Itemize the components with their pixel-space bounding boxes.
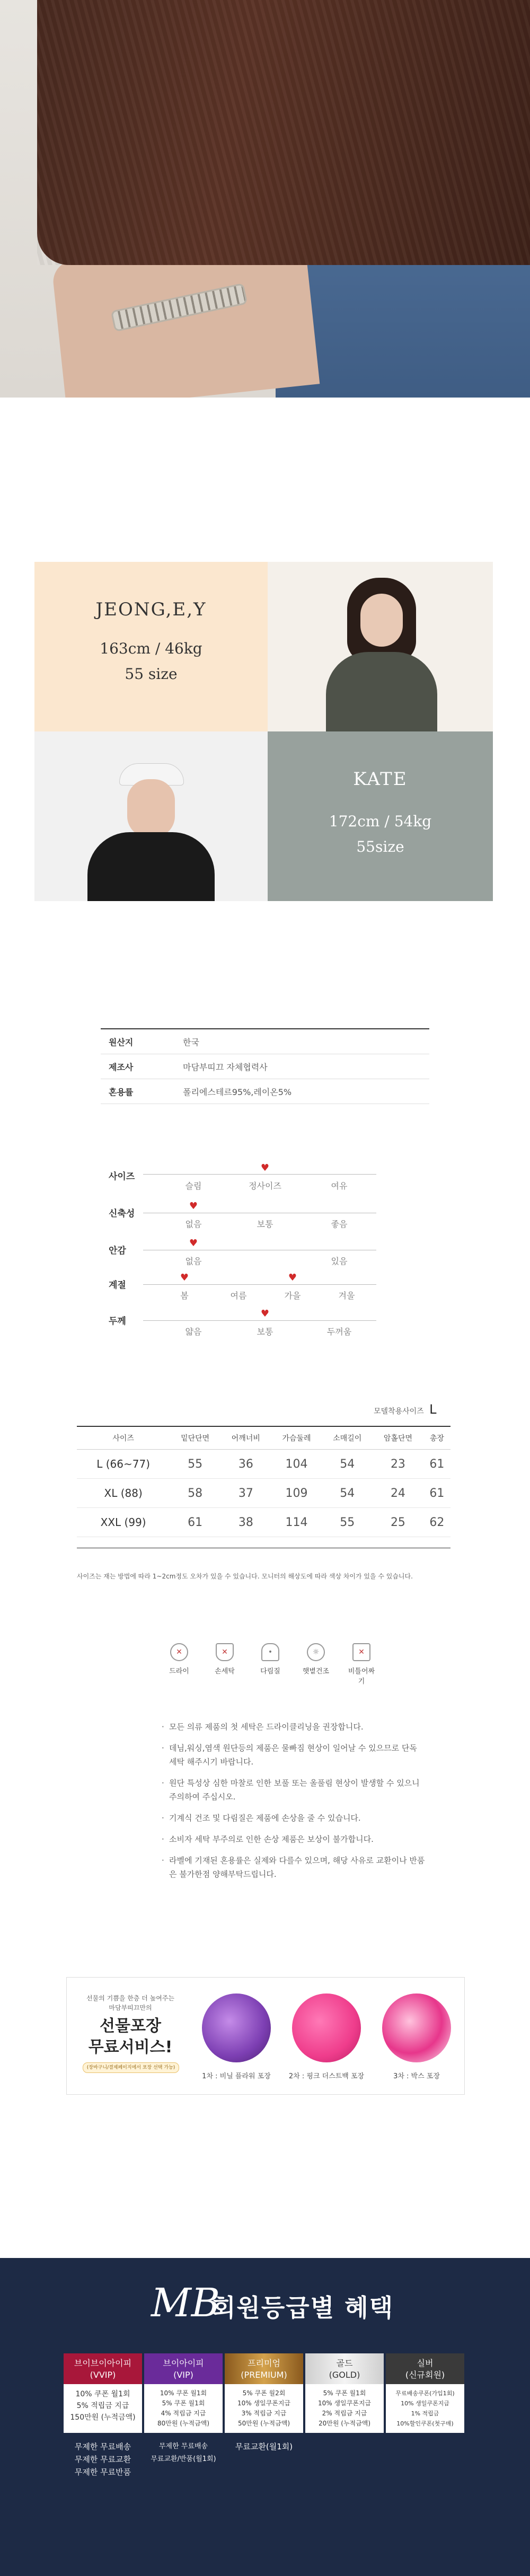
- attr-option: 얇음: [185, 1327, 202, 1337]
- attr-line: [143, 1320, 376, 1321]
- extra-benefit: 무료교환(월1회): [235, 2442, 293, 2451]
- attr-option: 있음: [331, 1256, 348, 1266]
- benefit: 50만원 (누적금액): [238, 2420, 290, 2427]
- attr-line: [143, 1174, 376, 1175]
- col-header: 가슴둘레: [271, 1426, 322, 1450]
- table-row: [77, 1479, 450, 1508]
- size-table-header: [77, 1426, 450, 1450]
- model-size: 55 size: [125, 665, 178, 683]
- value-cell: 58: [170, 1479, 220, 1508]
- size-table: [77, 1426, 450, 1537]
- care-note: · 소비자 세탁 부주의로 인한 손상 제품은 보상이 불가합니다.: [162, 1832, 427, 1846]
- mb-logo: [151, 2274, 220, 2332]
- mb-logo-text: MB: [151, 2280, 220, 2326]
- tier-header: [144, 2353, 223, 2384]
- tier-sub: (신규회원): [405, 2370, 445, 2380]
- product-info-table: [101, 1028, 429, 1104]
- tier-sub: (VIP): [173, 2370, 193, 2380]
- no-bleach-icon: ✕: [352, 1643, 370, 1661]
- heart-marker-icon: ♥: [260, 1162, 270, 1174]
- attr-option: 좋음: [331, 1219, 348, 1229]
- extra-benefit: 무제한 무료반품: [74, 2467, 131, 2477]
- model-size-note: [374, 1402, 437, 1417]
- model-height-weight: 172cm / 54kg: [329, 813, 432, 830]
- benefit: 10% 쿠폰 월1회: [160, 2389, 207, 2397]
- heart-marker-icon: ♥: [260, 1308, 270, 1319]
- size-cell: XL (88): [77, 1479, 170, 1508]
- product-attributes: [101, 1163, 429, 1354]
- attr-label-size: 사이즈: [109, 1171, 135, 1182]
- care-note: · 라벨에 기재된 혼용률은 실제와 다를수 있으며, 해당 사유로 교환이나 반품은 불가한점 양해부탁드립니다.: [162, 1854, 427, 1881]
- value-cell: 55: [170, 1450, 220, 1479]
- value-cell: 61: [423, 1479, 450, 1508]
- value-cell: 109: [271, 1479, 322, 1508]
- attr-option: 겨울: [338, 1291, 355, 1301]
- membership-title: 회원등급별 혜택: [212, 2293, 394, 2322]
- attr-option: 슬림: [185, 1181, 202, 1191]
- pink-dustbag-image: [292, 1993, 361, 2062]
- value-cell: 38: [220, 1508, 271, 1537]
- benefit: 4% 적립금 지급: [161, 2410, 206, 2417]
- care-note: · 원단 특성상 심한 마찰로 인한 보풀 또는 올풀림 현상이 발생할 수 있으니 주의하여 주십시오.: [162, 1776, 427, 1804]
- care-item: [164, 1643, 194, 1686]
- care-label: 비틀어짜기: [348, 1668, 375, 1686]
- info-value: 한국: [183, 1037, 199, 1047]
- gift-badge: (장바구니/결제페이지에서 포장 선택 가능): [83, 2062, 179, 2073]
- benefit: 10% 생일쿠폰지급: [401, 2400, 449, 2407]
- gift-option-label: 2차 : 핑크 더스트백 포장: [288, 2072, 365, 2080]
- heart-marker-icon: ♥: [189, 1238, 198, 1249]
- dry-clean-icon: ✕: [170, 1643, 188, 1661]
- table-row: [77, 1508, 450, 1537]
- shade-dry-icon: ☼: [307, 1643, 325, 1661]
- benefit: 10% 쿠폰 월1회: [75, 2390, 130, 2398]
- heart-marker-icon: ♥: [189, 1201, 198, 1212]
- model-card-2: [268, 731, 493, 901]
- hand-wash-icon: ✕: [216, 1643, 234, 1661]
- model-photo-2: [34, 731, 268, 901]
- tier-name: 프리미엄: [248, 2358, 280, 2368]
- gift-option-label: 3차 : 박스 포장: [393, 2072, 440, 2080]
- benefit: 5% 쿠폰 월1회: [323, 2389, 366, 2397]
- care-note: · 데님,워싱,염색 원단등의 제품은 물빠짐 현상이 일어날 수 있으므로 단독 세탁 해주시기 바랍니다.: [162, 1741, 427, 1769]
- care-note: · 기계식 건조 및 다림질은 제품에 손상을 줄 수 있습니다.: [162, 1811, 427, 1825]
- attr-option: 없음: [185, 1256, 202, 1266]
- attr-option: 봄: [180, 1291, 189, 1301]
- tier-name: 브이아이피: [163, 2358, 204, 2368]
- tier-gold: [305, 2353, 384, 2433]
- size-cell: XXL (99): [77, 1508, 170, 1537]
- value-cell: 54: [322, 1450, 373, 1479]
- attr-option: 여름: [230, 1291, 247, 1301]
- value-cell: 61: [423, 1450, 450, 1479]
- tier-benefits: [64, 2384, 142, 2433]
- benefit: 80만원 (누적금액): [157, 2420, 209, 2427]
- attr-option: 정사이즈: [249, 1181, 281, 1191]
- gift-title-line: 무료서비스!: [88, 2038, 173, 2057]
- care-label: 다림질: [260, 1668, 280, 1675]
- tier-silver: [386, 2353, 464, 2433]
- gift-wrap-banner: [66, 1977, 465, 2095]
- value-cell: 36: [220, 1450, 271, 1479]
- benefit: 3% 적립금 지급: [241, 2410, 287, 2417]
- care-item: [255, 1643, 285, 1686]
- attr-line: [143, 1284, 376, 1285]
- benefit: 20만원 (누적금액): [319, 2420, 370, 2427]
- benefit: 10%할인쿠폰(첫구매): [396, 2420, 454, 2427]
- gift-title-line: 선물포장: [100, 2017, 161, 2035]
- value-cell: 24: [373, 1479, 423, 1508]
- tier-sub: (VVIP): [90, 2370, 116, 2380]
- value-cell: 54: [322, 1479, 373, 1508]
- tier-extra: [144, 2440, 223, 2466]
- model-size: 55size: [356, 838, 404, 855]
- tier-vvip: [64, 2353, 142, 2478]
- gift-intro-line: 선물의 기쁨을 한층 더 높여주는: [86, 1995, 174, 2002]
- info-value: 마담부띠끄 자체협력사: [183, 1062, 268, 1072]
- benefit: 5% 쿠폰 월2회: [242, 2389, 286, 2397]
- info-row: [101, 1079, 429, 1104]
- tier-header: [386, 2353, 464, 2384]
- care-label: 손세탁: [215, 1668, 235, 1675]
- extra-benefit: 무제한 무료교환: [74, 2455, 131, 2464]
- tier-premium: [225, 2353, 303, 2453]
- care-notes: [140, 1720, 427, 1889]
- value-cell: 55: [322, 1508, 373, 1537]
- benefit: 5% 적립금 지급: [76, 2402, 129, 2410]
- extra-benefit: 무제한 무료배송: [74, 2442, 131, 2451]
- size-footnote: 사이즈는 재는 방법에 따라 1~2cm정도 오차가 있을 수 있습니다. 모니터의 해상도에 따라 색상 차이가 있을 수 있습니다.: [77, 1573, 413, 1580]
- model-size-label: 모델착용사이즈: [374, 1407, 424, 1416]
- tier-benefits: [144, 2384, 223, 2433]
- value-cell: 25: [373, 1508, 423, 1537]
- table-row: [77, 1450, 450, 1479]
- attr-option: 두꺼움: [326, 1327, 352, 1337]
- col-header: 어깨너비: [220, 1426, 271, 1450]
- care-item: [301, 1643, 331, 1686]
- tier-extra: [64, 2440, 142, 2478]
- care-note: · 모든 의류 제품의 첫 세탁은 드라이클리닝을 권장합니다.: [162, 1720, 427, 1734]
- model-card-1: [34, 562, 268, 731]
- benefit: 무료배송쿠폰(가입1회): [395, 2390, 455, 2397]
- info-label: 혼용률: [109, 1087, 134, 1097]
- blouse-sleeve: [37, 0, 530, 265]
- tier-benefits: [305, 2384, 384, 2433]
- care-item: [347, 1643, 376, 1686]
- model-name: KATE: [353, 769, 408, 790]
- tier-sub: (PREMIUM): [241, 2370, 287, 2380]
- care-label: 햇볕건조: [302, 1668, 330, 1675]
- col-header: 밑단단면: [170, 1426, 220, 1450]
- model-name: JEONG,E,Y: [95, 599, 207, 620]
- tier-header: [305, 2353, 384, 2384]
- tier-extra: [225, 2440, 303, 2453]
- care-icons: [164, 1643, 376, 1686]
- tier-name: 실버: [417, 2358, 434, 2368]
- benefit: 2% 적립금 지급: [322, 2410, 367, 2417]
- product-photo: [0, 0, 530, 398]
- col-header: 암홀단면: [373, 1426, 423, 1450]
- model-photo-1: [268, 562, 493, 731]
- col-header: 소매길이: [322, 1426, 373, 1450]
- info-row: [101, 1028, 429, 1054]
- attr-option: 여유: [331, 1181, 348, 1191]
- info-value: 폴리에스테르95%,레이온5%: [183, 1087, 292, 1097]
- attr-option: 없음: [185, 1219, 202, 1229]
- gift-box-image: [382, 1993, 451, 2062]
- tier-header: [64, 2353, 142, 2384]
- attr-option: 가을: [284, 1291, 301, 1301]
- col-header: 총장: [423, 1426, 450, 1450]
- value-cell: 61: [170, 1508, 220, 1537]
- info-row: [101, 1054, 429, 1079]
- tier-name: 골드: [336, 2358, 353, 2368]
- benefit: 1% 적립금: [411, 2410, 439, 2417]
- attr-label-season: 계절: [109, 1280, 126, 1291]
- tier-header: [225, 2353, 303, 2384]
- tier-benefits: [225, 2384, 303, 2433]
- extra-benefit: 무료교환/반품(월1회): [151, 2455, 216, 2463]
- gift-intro: [77, 1993, 183, 2013]
- care-label: 드라이: [169, 1668, 189, 1675]
- gift-intro-line: 마담부띠끄만의: [109, 2004, 152, 2012]
- tier-sub: (GOLD): [329, 2370, 360, 2380]
- model-height-weight: 163cm / 46kg: [100, 640, 202, 657]
- tier-benefits: [386, 2384, 464, 2433]
- tier-name: 브이브이아이피: [74, 2358, 132, 2368]
- info-label: 제조사: [109, 1062, 134, 1072]
- attr-label-thickness: 두께: [109, 1316, 126, 1327]
- size-cell: L (66~77): [77, 1450, 170, 1479]
- info-label: 원산지: [109, 1037, 134, 1047]
- model-size-value: L: [429, 1402, 437, 1417]
- value-cell: 37: [220, 1479, 271, 1508]
- benefit: 10% 생일쿠폰지급: [317, 2399, 372, 2407]
- value-cell: 104: [271, 1450, 322, 1479]
- value-cell: 62: [423, 1508, 450, 1537]
- gift-option-label: 1차 : 비닐 플라워 포장: [202, 2072, 271, 2080]
- benefit: 10% 생일쿠폰지급: [237, 2399, 291, 2407]
- value-cell: 114: [271, 1508, 322, 1537]
- attr-option: 보통: [257, 1219, 273, 1229]
- tier-vip: [144, 2353, 223, 2466]
- care-item: [210, 1643, 240, 1686]
- heart-marker-icon: ♥: [180, 1272, 189, 1283]
- attr-option: 보통: [257, 1327, 273, 1337]
- value-cell: 23: [373, 1450, 423, 1479]
- heart-marker-icon: ♥: [288, 1272, 297, 1283]
- col-header: 사이즈: [77, 1426, 170, 1450]
- vinyl-flower-wrap-image: [202, 1993, 271, 2062]
- benefit: 150만원 (누적금액): [70, 2413, 136, 2422]
- gift-title: [77, 2016, 183, 2058]
- extra-benefit: 무제한 무료배송: [158, 2442, 208, 2450]
- benefit: 5% 쿠폰 월1회: [162, 2399, 205, 2407]
- attr-label-lining: 안감: [109, 1246, 126, 1256]
- iron-icon: •: [261, 1643, 279, 1661]
- attr-label-stretch: 신축성: [109, 1208, 135, 1219]
